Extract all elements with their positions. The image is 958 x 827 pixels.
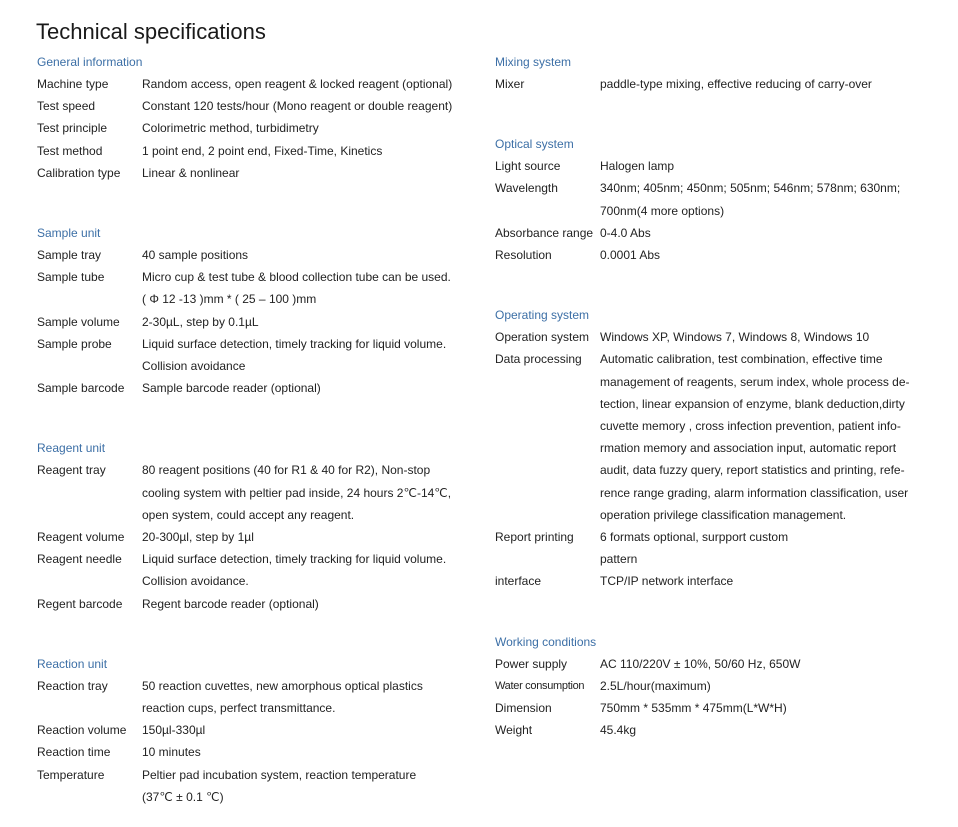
spec-label: Light source: [495, 159, 561, 174]
left-column: [37, 51, 467, 827]
spec-value-line: Collision avoidance.: [142, 574, 249, 589]
spec-section: [495, 631, 925, 742]
spec-row: [495, 719, 925, 741]
spec-value-line: cooling system with peltier pad inside, 24 hours 2℃-14℃,: [142, 485, 452, 500]
spec-label: Mixer: [495, 77, 525, 91]
spec-value: [600, 155, 925, 177]
spec-value-line: Windows XP, Windows 7, Windows 8, Windows 10: [600, 330, 870, 345]
spec-value: [600, 244, 925, 266]
spec-value: [600, 348, 925, 526]
spec-value-line: rence range grading, alarm information classification, user: [600, 485, 909, 500]
spec-value-line: cuvette memory , cross infection prevention, patient info-: [600, 419, 901, 434]
section-heading: Working conditions: [495, 634, 597, 649]
spec-section: [495, 304, 925, 592]
spec-label: Reaction tray: [37, 678, 108, 693]
spec-value: [600, 653, 925, 675]
spec-value-line: Liquid surface detection, timely tracking for liquid volume.: [142, 552, 447, 567]
section-heading: Optical system: [495, 137, 574, 152]
spec-value: [142, 675, 467, 719]
spec-section: [37, 437, 467, 614]
spec-label: Data processing: [495, 352, 582, 367]
spec-value: [600, 697, 925, 719]
spec-value-line: rmation memory and association input, automatic report: [600, 441, 897, 456]
spec-value-line: 150µl-330µl: [142, 723, 206, 738]
spec-value: [142, 117, 467, 139]
spec-value: [142, 95, 467, 117]
spec-row: [37, 764, 467, 808]
spec-row: [37, 333, 467, 377]
spec-label: Test method: [37, 143, 103, 158]
spec-value-line: 1 point end, 2 point end, Fixed-Time, Kinetics: [142, 143, 383, 158]
section-heading: Mixing system: [495, 55, 572, 69]
spec-row: [37, 73, 467, 95]
spec-row: [495, 570, 925, 592]
spec-value-line: 0.0001 Abs: [600, 248, 661, 263]
spec-value-line: Peltier pad incubation system, reaction temperature: [142, 767, 417, 782]
spec-row: [495, 675, 925, 697]
spec-row: [495, 697, 925, 719]
spec-value-line: Colorimetric method, turbidimetry: [142, 121, 319, 136]
spec-value-line: Collision avoidance: [142, 359, 246, 374]
spec-label: Water consumption: [495, 679, 585, 692]
spec-value-line: Liquid surface detection, timely tracking for liquid volume.: [142, 336, 447, 351]
spec-row: [37, 526, 467, 548]
spec-value-line: Automatic calibration, test combination, effective time: [600, 352, 883, 367]
spec-value-line: Constant 120 tests/hour (Mono reagent or double reagent): [142, 99, 453, 114]
spec-row: [37, 593, 467, 615]
spec-value-line: 40 sample positions: [142, 248, 249, 263]
spec-value-line: 2-30µL, step by 0.1µL: [142, 314, 259, 329]
spec-value-line: audit, data fuzzy query, report statistics and printing, refe-: [600, 463, 905, 478]
spec-label: Regent barcode: [37, 596, 123, 611]
spec-value-line: 20-300µl, step by 1µl: [142, 530, 254, 545]
spec-value-line: Sample barcode reader (optional): [142, 381, 321, 396]
spec-label: Wavelength: [495, 181, 558, 196]
spec-value-line: 50 reaction cuvettes, new amorphous optical plastics: [142, 678, 423, 693]
spec-value-line: Regent barcode reader (optional): [142, 596, 319, 611]
section-heading: Reaction unit: [37, 656, 108, 671]
spec-value: [142, 162, 467, 184]
spec-value: [142, 377, 467, 399]
spec-value: [142, 333, 467, 377]
spec-row: [37, 548, 467, 592]
spec-value-line: TCP/IP network interface: [600, 574, 734, 589]
page-title: Technical specifications: [36, 19, 266, 44]
spec-row: [37, 117, 467, 139]
spec-value-line: ( Φ 12 -13 )mm * ( 25 – 100 )mm: [142, 292, 317, 307]
spec-section: [495, 51, 925, 95]
spec-value: [142, 764, 467, 808]
spec-value-line: 10 minutes: [142, 745, 201, 760]
spec-value-line: Linear & nonlinear: [142, 165, 240, 180]
spec-label: Operation system: [495, 330, 590, 345]
section-heading: Reagent unit: [37, 441, 106, 456]
spec-label: Machine type: [37, 77, 109, 91]
spec-value: [600, 570, 925, 592]
spec-value: [142, 244, 467, 266]
spec-value-line: management of reagents, serum index, whole process de-: [600, 374, 910, 389]
spec-row: [37, 459, 467, 526]
spec-section: [37, 222, 467, 399]
spec-value: [600, 526, 925, 570]
spec-value: [600, 675, 925, 697]
spec-value-line: 45.4kg: [600, 723, 637, 738]
spec-value-line: operation privilege classification management.: [600, 507, 847, 522]
spec-row: [37, 95, 467, 117]
spec-label: Calibration type: [37, 165, 121, 180]
spec-label: Resolution: [495, 248, 552, 263]
spec-value-line: pattern: [600, 552, 638, 567]
spec-value: [600, 326, 925, 348]
spec-value: [142, 311, 467, 333]
spec-row: [495, 155, 925, 177]
spec-label: Dimension: [495, 701, 552, 716]
spec-value-line: Halogen lamp: [600, 159, 675, 174]
spec-row: [37, 244, 467, 266]
spec-value: [142, 593, 467, 615]
spec-label: Reagent needle: [37, 552, 122, 567]
spec-value: [600, 719, 925, 741]
spec-row: [495, 222, 925, 244]
spec-row: [37, 266, 467, 310]
spec-row: [37, 719, 467, 741]
spec-value: [600, 222, 925, 244]
spec-value-line: 80 reagent positions (40 for R1 & 40 for R2), Non-stop: [142, 463, 431, 478]
spec-value: [142, 73, 467, 95]
spec-label: Sample tray: [37, 248, 102, 263]
spec-value-line: reaction cups, perfect transmittance.: [142, 701, 336, 716]
spec-label: Sample barcode: [37, 381, 125, 396]
spec-row: [37, 162, 467, 184]
spec-section: [37, 51, 467, 184]
spec-row: [495, 326, 925, 348]
spec-label: Report printing: [495, 530, 574, 545]
spec-row: [37, 377, 467, 399]
spec-value-line: AC 110/220V ± 10%, 50/60 Hz, 650W: [600, 656, 801, 671]
spec-row: [495, 244, 925, 266]
spec-value: [142, 266, 467, 310]
spec-value-line: 700nm(4 more options): [600, 203, 725, 218]
spec-row: [495, 73, 925, 95]
spec-value-line: 0-4.0 Abs: [600, 225, 651, 240]
spec-label: Absorbance range: [495, 225, 594, 240]
spec-value: [142, 140, 467, 162]
spec-label: Reaction volume: [37, 723, 127, 738]
spec-value-line: Micro cup & test tube & blood collection tube can be used.: [142, 270, 451, 285]
spec-label: Power supply: [495, 656, 568, 671]
spec-label: Test speed: [37, 99, 96, 114]
spec-value-line: (37℃ ± 0.1 ℃): [142, 789, 224, 804]
spec-section: [37, 653, 467, 808]
spec-row: [495, 348, 925, 526]
section-heading: Sample unit: [37, 226, 101, 241]
spec-row: [37, 741, 467, 763]
spec-label: Weight: [495, 723, 533, 738]
spec-value: [600, 73, 925, 95]
spec-label: Sample volume: [37, 314, 120, 329]
spec-value-line: tection, linear expansion of enzyme, blank deduction,dirty: [600, 396, 905, 411]
spec-row: [495, 177, 925, 221]
spec-value: [142, 526, 467, 548]
spec-value-line: 2.5L/hour(maximum): [600, 678, 711, 693]
spec-value-line: 340nm; 405nm; 450nm; 505nm; 546nm; 578nm; 630nm;: [600, 181, 901, 196]
spec-label: Reagent tray: [37, 463, 106, 478]
spec-value: [142, 741, 467, 763]
spec-value-line: 750mm * 535mm * 475mm(L*W*H): [600, 701, 787, 716]
spec-value-line: open system, could accept any reagent.: [142, 507, 355, 522]
spec-row: [37, 140, 467, 162]
spec-value: [600, 177, 925, 221]
section-heading: Operating system: [495, 308, 590, 323]
spec-value: [142, 719, 467, 741]
spec-row: [495, 526, 925, 570]
spec-value-line: Random access, open reagent & locked reagent (optional): [142, 77, 453, 91]
spec-label: Reagent volume: [37, 530, 125, 545]
spec-label: Test principle: [37, 121, 108, 136]
right-column: [495, 51, 925, 779]
spec-row: [37, 675, 467, 719]
spec-value-line: 6 formats optional, surpport custom: [600, 530, 789, 545]
spec-label: Sample probe: [37, 336, 112, 351]
spec-value: [142, 459, 467, 526]
spec-label: Reaction time: [37, 745, 111, 760]
section-heading: General information: [37, 55, 143, 69]
spec-row: [37, 311, 467, 333]
spec-value: [142, 548, 467, 592]
spec-label: Temperature: [37, 767, 105, 782]
spec-label: interface: [495, 574, 542, 589]
spec-label: Sample tube: [37, 270, 105, 285]
spec-section: [495, 133, 925, 266]
spec-value-line: paddle-type mixing, effective reducing of carry-over: [600, 77, 872, 91]
spec-row: [495, 653, 925, 675]
